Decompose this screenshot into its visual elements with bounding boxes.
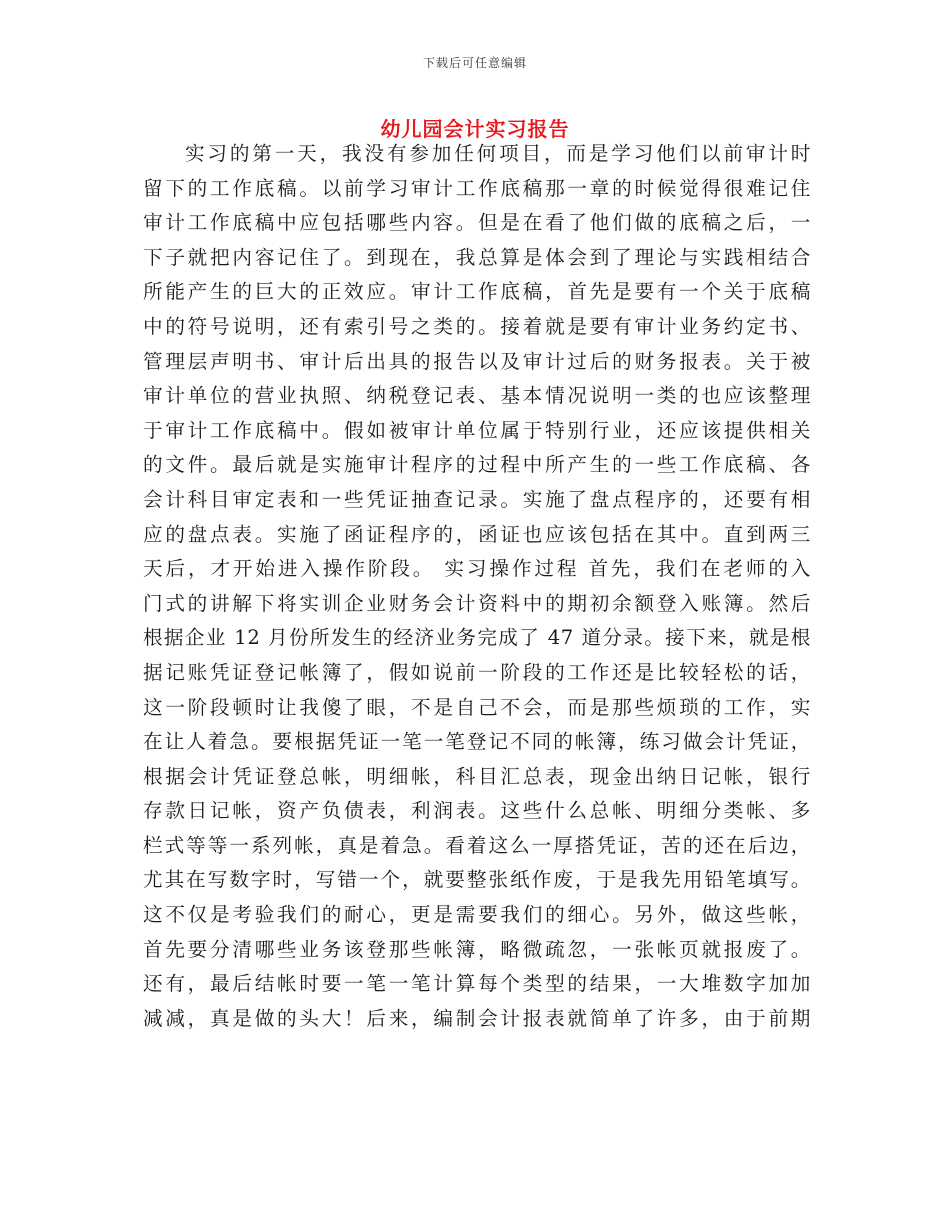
body-line: 所能产生的巨大的正效应。审计工作底稿，首先是要有一个关于底稿 [143,280,811,304]
body-line: 应的盘点表。实施了函证程序的，函证也应该包括在其中。直到两三 [143,522,811,546]
body-line: 这一阶段顿时让我傻了眼，不是自己不会，而是那些烦琐的工作，实 [143,695,811,719]
body-line: 天后，才开始进入操作阶段。 实习操作过程 首先，我们在老师的入 [143,557,811,581]
body-line: 下子就把内容记住了。到现在，我总算是体会到了理论与实践相结合 [143,245,811,269]
body-line: 减减，真是做的头大！后来，编制会计报表就简单了许多，由于前期 [143,1006,811,1030]
body-line: 根据企业 12 月份所发生的经济业务完成了 47 道分录。接下来，就是根 [143,626,811,650]
body-line: 会计科目审定表和一些凭证抽查记录。实施了盘点程序的，还要有相 [143,487,811,511]
body-line: 尤其在写数字时，写错一个，就要整张纸作废，于是我先用铅笔填写。 [143,868,811,892]
body-line: 栏式等等一系列帐，真是着急。看着这么一厚搭凭证，苦的还在后边， [143,833,811,857]
body-line: 的文件。最后就是实施审计程序的过程中所产生的一些工作底稿、各 [143,453,811,477]
body-line: 首先要分清哪些业务该登那些帐簿，略微疏忽，一张帐页就报废了。 [143,937,811,961]
body-line: 审计单位的营业执照、纳税登记表、基本情况说明一类的也应该整理 [143,384,811,408]
body-line: 还有，最后结帐时要一笔一笔计算每个类型的结果，一大堆数字加加 [143,972,811,996]
page-header-note: 下载后可任意编辑 [422,56,527,70]
body-line: 根据会计凭证登总帐，明细帐，科目汇总表，现金出纳日记帐，银行 [143,764,811,788]
document-title: 幼儿园会计实习报告 [380,117,570,141]
body-line: 留下的工作底稿。以前学习审计工作底稿那一章的时候觉得很难记住 [143,176,811,200]
document-body [143,137,811,1036]
body-line: 管理层声明书、审计后出具的报告以及审计过后的财务报表。关于被 [143,349,811,373]
body-line: 据记账凭证登记帐簿了，假如说前一阶段的工作还是比较轻松的话， [143,660,811,684]
body-line: 于审计工作底稿中。假如被审计单位属于特别行业，还应该提供相关 [143,418,811,442]
body-line: 这不仅是考验我们的耐心，更是需要我们的细心。另外，做这些帐， [143,903,811,927]
body-line: 审计工作底稿中应包括哪些内容。但是在看了他们做的底稿之后，一 [143,211,811,235]
body-line: 中的符号说明，还有索引号之类的。接着就是要有审计业务约定书、 [143,314,811,338]
body-line: 门式的讲解下将实训企业财务会计资料中的期初余额登入账簿。然后 [143,591,811,615]
body-line: 存款日记帐，资产负债表，利润表。这些什么总帐、明细分类帐、多 [143,799,811,823]
body-line: 实习的第一天，我没有参加任何项目，而是学习他们以前审计时 [185,142,811,165]
body-line: 在让人着急。要根据凭证一笔一笔登记不同的帐簿，练习做会计凭证， [143,730,811,754]
